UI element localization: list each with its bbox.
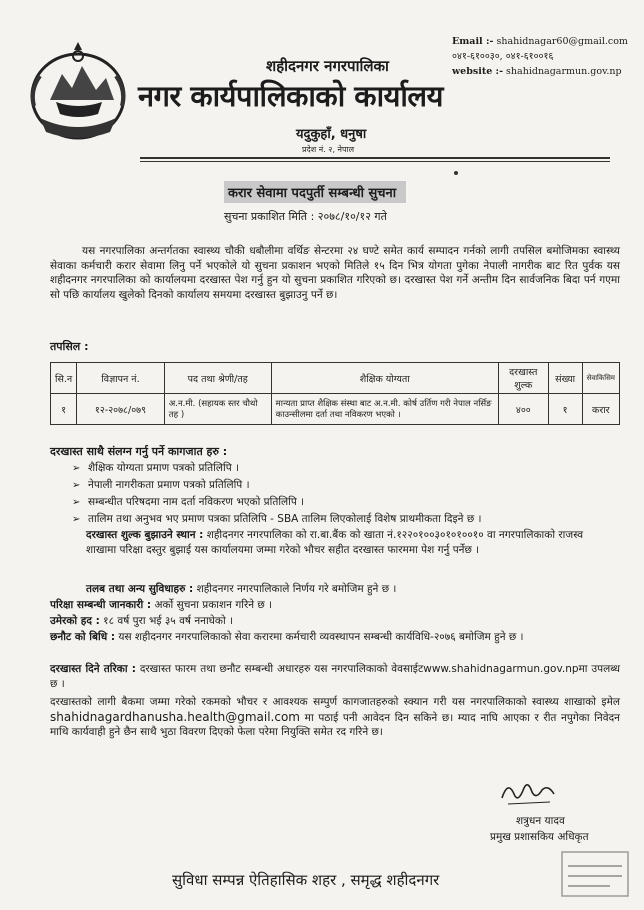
office-stamp — [560, 850, 630, 898]
fee-paragraph — [86, 528, 616, 557]
decorative-dot — [454, 171, 458, 175]
intro-paragraph — [50, 244, 620, 302]
nepal-emblem-logo — [26, 40, 130, 148]
health-email[interactable]: shahidnagardhanusha.health@gmail.com — [50, 709, 300, 724]
footer-slogan: सुविधा सम्पन्न ऐतिहासिक शहर , समृद्ध शहीदनगर — [172, 871, 440, 889]
published-date: सुचना प्रकाशित मिति : २०७८/१०/१२ गते — [224, 210, 387, 223]
list-item: ➢ नेपाली नागरीकता प्रमाण पत्रको प्रतिलिपि । — [72, 477, 482, 494]
table-cell: करार — [582, 394, 619, 425]
header-website[interactable]: shahidnagarmun.gov.np — [506, 66, 622, 77]
table-cell: १ — [51, 394, 77, 425]
selection-text: यस शहीदनगर नगरपालिकाको सेवा करारमा कर्मचारी व्यवस्थापन सम्बन्धी कार्यविधि-२०७६ बमोजिम हुने छ । — [118, 631, 524, 643]
table-cell: १ — [548, 394, 582, 425]
age-text: १८ वर्ष पुरा भई ३५ वर्ष ननाघेको । — [103, 615, 234, 627]
province-line: प्रदेश नं. २, नेपाल — [302, 145, 355, 154]
email-label: Email :- — [452, 36, 494, 47]
intro-text: यस नगरपालिका अन्तर्गतका स्वास्थ्य चौकी धबौलीमा वर्थिङ सेन्टरमा २४ घण्टे समेत कार्य सम्पादन गर्नको लागी तपसिल बमोजिमका स्वास्थ्य सेवाका कर्मचारी करार सेवामा लिनु पर्ने भएकोले यो सुचना प्रकाशन भएको मितिले १५ दिन भित्र योगता पुगेका नेपाली नागरीक बाट रित पुर्वक यस शहीदनगर नगरपालिका को कार्यालयमा दरखास्त पेश गर्नु हुन यो सुचना प्रकाशित गरिएको छ। दरखास्त पेश गर्ने अन्तीम दिन सार्वजनिक बिदा पर्न गएमा सो पछि कार्यालय खुलेको दिनको कार्यालय समयमा दरखास्त बुझाउनु पर्ने छ। — [50, 245, 620, 301]
benefits-line — [86, 582, 396, 596]
exam-label: परिक्षा सम्बन्धी जानकारी : — [50, 599, 152, 611]
documents-list — [72, 460, 482, 528]
fee-label: दरखास्त शुल्क बुझाउने स्थान : — [86, 529, 204, 541]
table-row — [51, 394, 620, 425]
email-para-after: मा पठाई पनी आवेदन दिन सकिने छ। म्याद नाघि आएका र रीत नपुगेका निवेदन माथि कार्यवाही हुने छैन साथै भुठा विवरण दिएको फेला परेमा नियुक्ति समेत रद गरिने छ। — [50, 711, 620, 738]
age-line — [50, 614, 233, 628]
age-label: उमेरको हद : — [50, 615, 100, 627]
email-paragraph — [50, 695, 620, 740]
municipality-name: शहीदनगर नगरपालिका — [266, 57, 389, 75]
header-email[interactable]: shahidnagar60@gmail.com — [496, 36, 628, 47]
exam-line — [50, 598, 272, 612]
col-header: सि.न — [51, 363, 77, 394]
col-header: सेवाकिसिम — [582, 363, 619, 394]
header-divider — [140, 157, 610, 159]
email-para-before: दरखास्तको लागी बैकमा जम्मा गरेको रकमको भौचर र आवश्यक सम्पुर्ण कागजातहरुको स्क्यान गरी यस नगरपालिकाको स्वास्थ्य शाखाको इमेल — [50, 696, 620, 708]
table-header-row — [51, 363, 620, 394]
selection-line — [50, 630, 620, 645]
header-phone: ०४१-६१००३०, ०४१-६१००१६ — [452, 51, 554, 62]
list-item: ➢ तालिम तथा अनुभव भए प्रमाण पत्रका प्रतिलिपि - SBA तालिम लिएकोलाई विशेष प्राथमीकता दिइने छ । — [72, 511, 482, 528]
apply-label: दरखास्त दिने तरिका : — [50, 663, 136, 675]
details-heading: तपसिल : — [50, 340, 89, 353]
list-item: ➢ शैक्षिक योग्यता प्रमाण पत्रको प्रतिलिपि । — [72, 460, 482, 477]
exam-text: अर्को सुचना प्रकाशन गरिने छ । — [154, 599, 273, 611]
office-location: यदुकुहाँ, धनुषा — [296, 127, 367, 142]
table-cell: अ.न.मी. (सहायक स्तर चौथो तह ) — [164, 394, 271, 425]
table-cell: ४०० — [498, 394, 548, 425]
col-header: पद तथा श्रेणी/तह — [164, 363, 271, 394]
notice-title: करार सेवामा पदपुर्ती सम्बन्धी सुचना — [224, 181, 406, 203]
list-item: ➢ सम्बन्धीत परिषदमा नाम दर्ता नविकरण भएको प्रतिलिपि । — [72, 494, 482, 511]
documents-heading: दरखास्त साथै संलग्न गर्नु पर्ने कागजात हरु : — [50, 445, 228, 458]
vacancy-table — [50, 362, 620, 425]
apply-text: दरखास्त फारम तथा छनौट सम्बन्धी अधारहरु यस नगरपालिकाको वेवसाईटwww.shahidnagarmun.gov.npमा उपलब्ध छ । — [50, 663, 620, 690]
col-header: दरखास्त शुल्क — [498, 363, 548, 394]
contact-block — [452, 34, 628, 79]
website-label: website :- — [452, 66, 504, 77]
signatory-name: शत्रुधन यादव — [516, 815, 565, 827]
signatory-title: प्रमुख प्रशासकिय अधिकृत — [490, 831, 589, 843]
table-cell: १२-२०७८/०७९ — [77, 394, 165, 425]
header-divider-thin — [140, 161, 610, 162]
apply-paragraph — [50, 662, 620, 691]
benefits-label: तलब तथा अन्य सुविधाहरु : — [86, 583, 194, 595]
benefits-text: शहीदनगर नगरपालिकाले निर्णय गरे बमोजिम हुने छ । — [196, 583, 397, 595]
col-header: संख्या — [548, 363, 582, 394]
table-cell: मान्यता प्राप्त शैक्षिक संस्था बाट अ.न.मी. कोर्ष उर्तिण गरी नेपाल नर्सिङ काउन्सीलमा दर्ता तथा नविकरण भएको । — [271, 394, 498, 425]
office-title: नगर कार्यपालिकाको कार्यालय — [138, 79, 443, 113]
col-header: विज्ञापन नं. — [77, 363, 165, 394]
selection-label: छनौट को बिधि : — [50, 631, 116, 643]
handwritten-signature — [498, 776, 558, 810]
fee-text: शहीदनगर नगरपालिका को रा.बा.बैंक को खाता नं.१२२०१००३०१०१००१० वा नगरपालिकाको राजस्व शाखामा परिक्षा दस्तुर बुझाई यस कार्यालयमा जम्मा गरेको भौचर सहीत दरखास्त फारममा पेश गर्नु पर्नेछ । — [86, 529, 584, 556]
col-header: शैक्षिक योग्यता — [271, 363, 498, 394]
